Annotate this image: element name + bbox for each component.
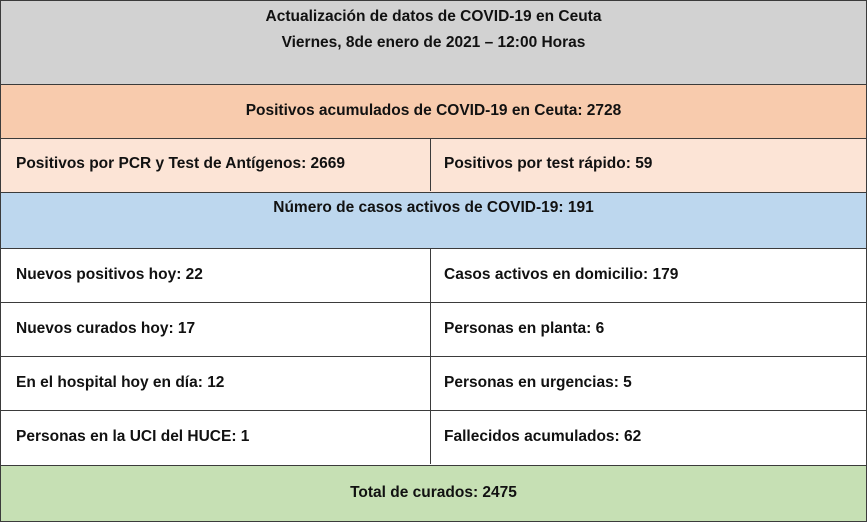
active-cases-row xyxy=(0,193,867,249)
people-in-ward: Personas en planta: 6 xyxy=(444,320,605,337)
active-cases: Número de casos activos de COVID-19: 191 xyxy=(273,199,594,216)
table-row xyxy=(0,411,867,466)
report-header xyxy=(0,0,867,85)
icu-patients: Personas en la UCI del HUCE: 1 xyxy=(1,411,431,464)
people-in-emergency: Personas en urgencias: 5 xyxy=(444,374,632,391)
report-title: Actualización de datos de COVID-19 en Ceuta xyxy=(265,8,602,25)
report-date: Viernes, 8de enero de 2021 – 12:00 Horas xyxy=(281,34,586,51)
table-row xyxy=(0,357,867,411)
total-recovered-row xyxy=(0,466,867,522)
table-row xyxy=(0,303,867,357)
new-positives-today: Nuevos positivos hoy: 22 xyxy=(1,249,431,302)
accumulated-positives-row xyxy=(0,85,867,139)
accumulated-positives: Positivos acumulados de COVID-19 en Ceuta: 2728 xyxy=(245,102,622,119)
table-row xyxy=(0,249,867,303)
accumulated-deaths: Fallecidos acumulados: 62 xyxy=(444,428,642,445)
rapid-test-positives: Positivos por test rápido: 59 xyxy=(444,155,653,172)
positives-breakdown-row xyxy=(0,139,867,193)
new-recovered-today: Nuevos curados hoy: 17 xyxy=(1,303,431,356)
active-cases-at-home: Casos activos en domicilio: 179 xyxy=(444,266,679,283)
pcr-antigen-positives: Positivos por PCR y Test de Antígenos: 2669 xyxy=(1,139,431,191)
total-recovered: Total de curados: 2475 xyxy=(350,484,517,501)
hospitalized-today: En el hospital hoy en día: 12 xyxy=(1,357,431,410)
